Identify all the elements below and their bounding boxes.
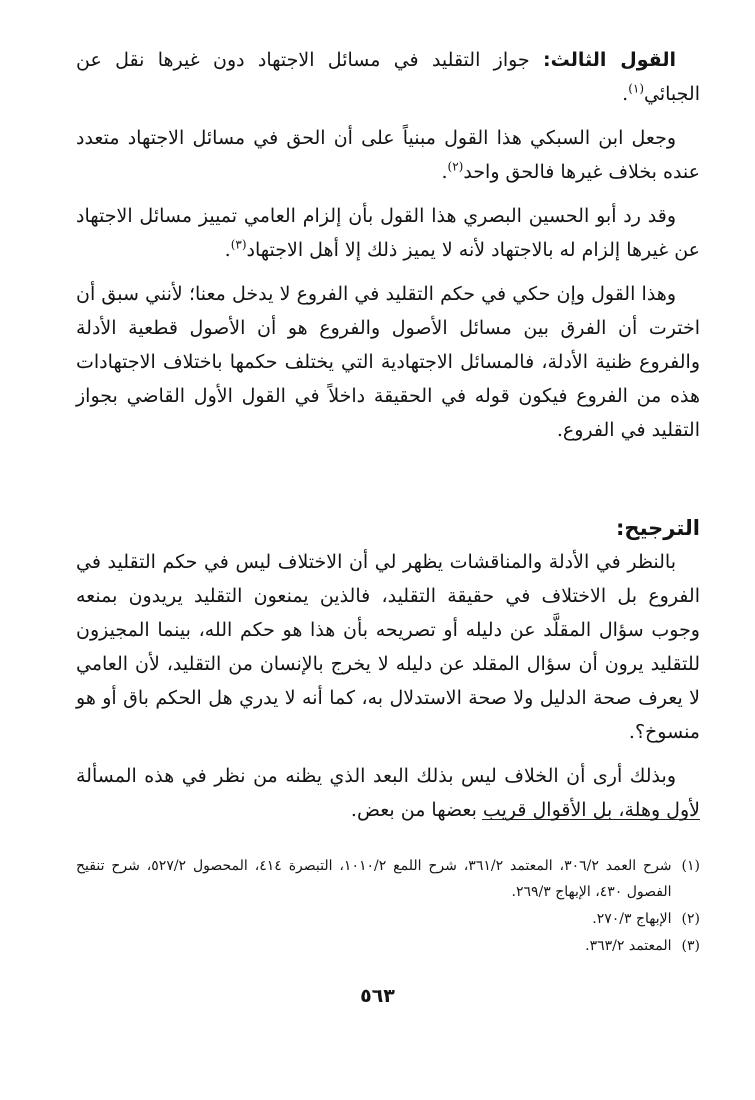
footnote-3-number: (٣) [681, 938, 700, 954]
paragraph-basri [76, 199, 700, 267]
footnote-1-number: (١) [681, 858, 700, 874]
page-number: ٥٦٣ [360, 985, 395, 1007]
footnote-2-number: (٢) [681, 911, 700, 927]
footnote-ref-2: (٢) [447, 159, 464, 174]
footnote-2-text: الإبهاج ٢٧٠/٣. [592, 911, 672, 927]
footnote-3 [76, 933, 700, 959]
paragraph-evidence: بالنظر في الأدلة والمناقشات يظهر لي أن الاختلاف ليس في حكم التقليد في الفروع بل الاختلاف في حقيقة التقليد، فالذين يمنعون التقليد يريدون بمنعه وجوب سؤال المقلَّد عن دليله أو تصريحه بأن هذا هو حكم الله، بينما المجيزون للتقليد يرون أن سؤال المقلد عن دليله لا يخرج بالإنسان من التقليد، لأن العامي لا يعرف صحة الدليل ولا صحة الاستدلال به، كما أنه لا يدري هل الحكم باق أو هو منسوخ؟. [76, 551, 700, 743]
paragraph-subki [76, 121, 700, 189]
footnote-2 [76, 906, 700, 932]
heading-tarjih: الترجيح: [616, 516, 700, 540]
footnote-ref-1: (١) [628, 81, 645, 96]
third-opinion-lead: القول الثالث: [543, 49, 676, 71]
third-opinion-end: . [622, 83, 629, 105]
basri-text: وقد رد أبو الحسين البصري هذا القول بأن إلزام العامي تمييز مسائل الاجتهاد عن غيرها إلزام له بالاجتهاد لأنه لا يميز ذلك إلا أهل الاجتهاد [76, 205, 700, 261]
footnote-separator [482, 819, 700, 820]
paragraph-third-opinion [76, 43, 700, 111]
subki-end: . [441, 161, 448, 183]
subki-text: وجعل ابن السبكي هذا القول مبنياً على أن الحق في مسائل الاجتهاد متعدد عنده بخلاف غيرها فالحق واحد [76, 127, 700, 183]
paragraph-branches: وهذا القول وإن حكي في حكم التقليد في الفروع لا يدخل معنا؛ لأنني سبق أن اخترت أن الفرق بين مسائل الأصول والفروع هو أن الأصول قطعية الأدلة والفروع ظنية الأدلة، فالمسائل الاجتهادية التي يختلف حكمها باختلاف الاجتهادات هذه من الفروع فيكون قوله في الحقيقة داخلاً في القول الأول القاضي بجواز التقليد في الفروع. [76, 283, 700, 441]
body-text-top [76, 43, 700, 447]
basri-end: . [224, 239, 231, 261]
footnote-ref-3: (٣) [230, 237, 247, 252]
footnote-1 [76, 853, 700, 905]
third-opinion-text: جواز التقليد في مسائل الاجتهاد دون غيرها نقل عن الجبائي [76, 49, 700, 105]
paragraph-conclusion: وبذلك أرى أن الخلاف ليس بذلك البعد الذي يظنه من نظر في هذه المسألة لأول وهلة، بل الأقوال قريب بعضها من بعض. [76, 765, 700, 821]
footnote-1-text: شرح العمد ٣٠٦/٢، المعتمد ٣٦١/٢، شرح اللمع ١٠١٠/٢، التبصرة ٤١٤، المحصول ٥٢٧/٢، شرح تنقيح الفصول ٤٣٠، الإبهاج ٢٦٩/٣. [76, 858, 672, 900]
footnotes [76, 853, 700, 960]
footnote-3-text: المعتمد ٣٦٣/٢. [585, 938, 672, 954]
body-text-bottom [76, 545, 700, 827]
